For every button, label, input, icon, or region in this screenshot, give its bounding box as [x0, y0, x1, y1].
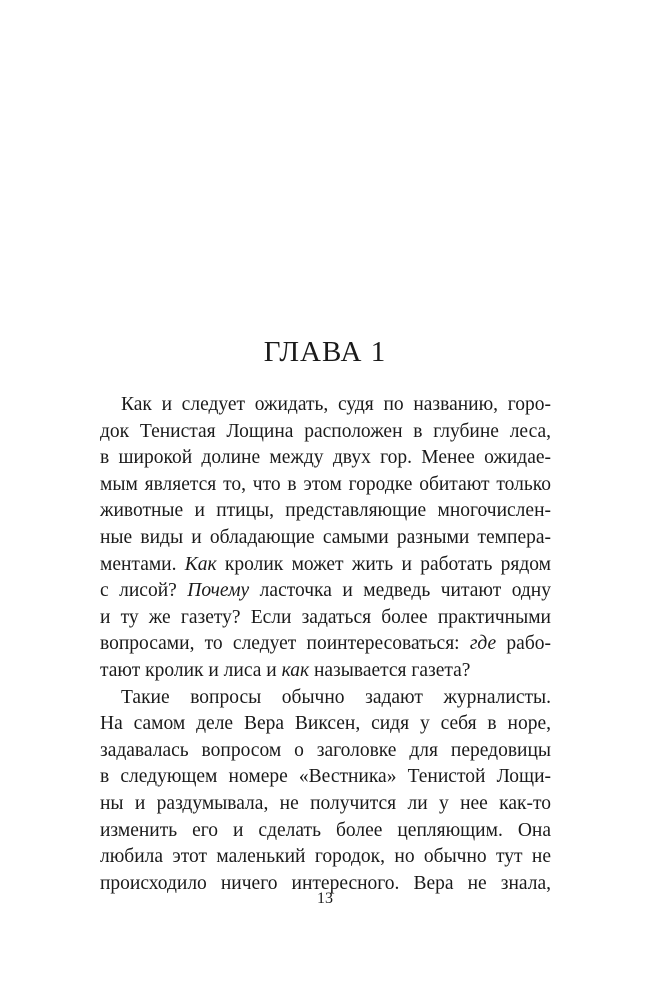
- text-segment: мым является то, что в этом городке обитают только: [100, 473, 551, 495]
- text-line: [100, 392, 551, 419]
- text-line: [100, 818, 551, 845]
- text-segment: с лисой?: [100, 580, 188, 602]
- text-line: [100, 631, 551, 658]
- text-segment: вопросами, то следует поинтересоваться:: [100, 633, 470, 655]
- text-segment: в следующем номере «Вестника» Тенистой Лощи-: [100, 766, 551, 788]
- chapter-title: ГЛАВА 1: [263, 336, 387, 368]
- text-line: [100, 578, 551, 605]
- text-segment: ные виды и обладающие самыми разными темпера-: [100, 526, 551, 548]
- text-segment: док Тенистая Лощина расположен в глубине леса,: [100, 420, 551, 442]
- text-line: [100, 445, 551, 472]
- text-segment: называется газета?: [309, 659, 471, 681]
- text-segment: На самом деле Вера Виксен, сидя у себя в норе,: [100, 713, 551, 735]
- italic-text: Как: [184, 553, 217, 575]
- text-line: [100, 419, 551, 446]
- text-line: [100, 605, 551, 632]
- paragraph: [100, 685, 551, 898]
- text-line: [100, 711, 551, 738]
- text-line: [100, 685, 551, 712]
- text-segment: Такие вопросы обычно задают журналисты.: [121, 686, 551, 708]
- text-segment: в широкой долине между двух гор. Менее ожидае-: [100, 447, 551, 469]
- text-line: [100, 498, 551, 525]
- text-segment: Как и следует ожидать, судя по названию, горо-: [121, 394, 551, 415]
- text-line: [100, 844, 551, 871]
- text-segment: кролик может жить и работать рядом: [216, 553, 551, 575]
- italic-text: как: [281, 659, 310, 681]
- italic-text: Почему: [187, 580, 250, 602]
- text-line: [100, 738, 551, 765]
- text-line: [100, 791, 551, 818]
- text-segment: задавалась вопросом о заголовке для передовицы: [100, 739, 551, 761]
- page-number: 13: [317, 890, 333, 907]
- text-segment: и ту же газету? Если задаться более практичными: [100, 606, 551, 628]
- text-line: [100, 658, 551, 685]
- italic-text: где: [469, 633, 497, 655]
- text-segment: ментами.: [100, 553, 185, 575]
- text-segment: тают кролик и лиса и: [100, 659, 282, 681]
- text-line: [100, 764, 551, 791]
- text-line: [100, 552, 551, 579]
- text-segment: изменить его и сделать более цепляющим. Она: [100, 819, 551, 841]
- text-line: [100, 525, 551, 552]
- paragraph: [100, 392, 551, 685]
- text-segment: ны и раздумывала, не получится ли у нее как-то: [100, 792, 551, 814]
- text-segment: происходило ничего интересного. Вера не знала,: [100, 872, 551, 894]
- text-line: [100, 472, 551, 499]
- text-segment: рабо-: [496, 633, 551, 655]
- text-segment: любила этот маленький городок, но обычно тут не: [100, 846, 551, 868]
- body-text: [100, 392, 551, 897]
- text-segment: животные и птицы, представляющие многочислен-: [100, 500, 551, 522]
- text-segment: ласточка и медведь читают одну: [249, 580, 551, 602]
